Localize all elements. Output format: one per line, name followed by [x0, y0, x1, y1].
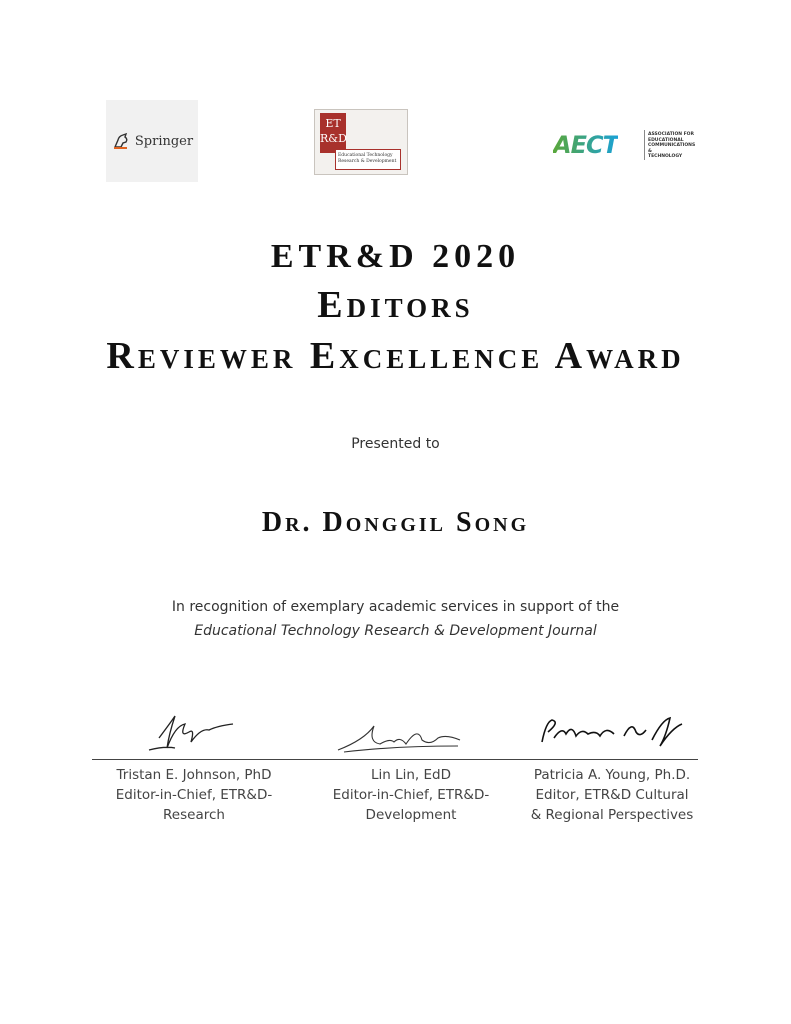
- aect-logo-word: AECT: [553, 131, 618, 159]
- springer-horse-icon: [111, 131, 131, 151]
- signer-title: & Regional Perspectives: [530, 807, 694, 823]
- presented-to-label: Presented to: [351, 436, 440, 452]
- signer-title: Editor-in-Chief, ETR&D-: [115, 787, 273, 803]
- signer-lin: [311, 765, 511, 825]
- springer-logo-text: Springer: [134, 133, 194, 149]
- signature-young: [536, 712, 686, 754]
- signer-title: Editor, ETR&D Cultural: [535, 787, 689, 803]
- aect-logo: [553, 127, 696, 167]
- signer-title: Editor-in-Chief, ETR&D-: [332, 787, 490, 803]
- award-title-name: Reviewer Excellence Award: [106, 335, 685, 377]
- etrd-logo-mark: ET R&D: [320, 113, 346, 153]
- signature-johnson: [145, 708, 237, 756]
- signer-name: Lin Lin, EdD: [370, 767, 452, 783]
- aect-logo-tagline: ASSOCIATION FOR EDUCATIONAL COMMUNICATIONS & TECHNOLOGY: [648, 132, 696, 160]
- signer-name: Patricia A. Young, Ph.D.: [533, 767, 691, 783]
- signer-title: Development: [365, 807, 457, 823]
- signature-lin: [334, 716, 464, 756]
- aect-logo-divider: [644, 130, 645, 160]
- journal-name: Educational Technology Research & Development Journal: [194, 623, 597, 639]
- etrd-journal-logo: [314, 109, 408, 175]
- springer-logo: [106, 100, 198, 182]
- recognition-line: In recognition of exemplary academic services in support of the: [171, 599, 620, 615]
- signer-name: Tristan E. Johnson, PhD: [116, 767, 272, 783]
- award-year-title: ETR&D 2020: [270, 238, 521, 275]
- signer-young: [512, 765, 712, 825]
- award-title-editors: Editors: [317, 284, 474, 326]
- signer-title: Research: [163, 807, 225, 823]
- signature-line: [92, 759, 698, 760]
- etrd-logo-caption: Educational Technology Research & Development: [335, 149, 401, 170]
- recognition-statement: [0, 595, 791, 643]
- recipient-name: Dr. Donggil Song: [261, 507, 530, 538]
- signer-johnson: [94, 765, 294, 825]
